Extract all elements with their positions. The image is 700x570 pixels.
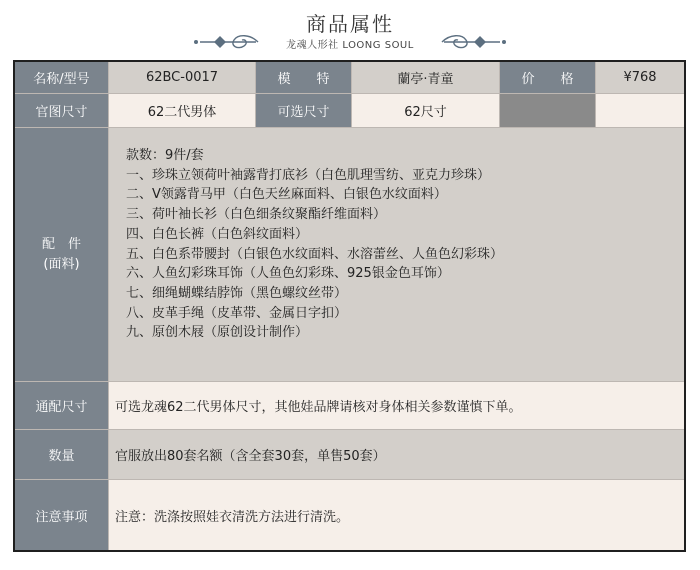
header (0, 0, 700, 58)
empty-cell (596, 94, 684, 127)
brand-subtitle: 龙魂人形社 LOONG SOUL (286, 40, 414, 51)
list-item: 四、白色长裤（白色斜纹面料） (126, 226, 309, 242)
list-item: 款数：9件/套 (126, 148, 204, 163)
list-item: 九、原创木屐（原创设计制作） (126, 325, 309, 341)
list-item: 二、V领露背马甲（白色天丝麻面料、白银色水纹面料） (126, 187, 447, 203)
table-row (15, 382, 684, 430)
list-item: 七、细绳蝴蝶结脖饰（黑色螺纹丝带） (126, 285, 348, 301)
parts-label (15, 128, 109, 381)
parts-content (109, 128, 684, 381)
list-item: 六、人鱼幻彩珠耳饰（人鱼色幻彩珠、925银金色耳饰） (126, 266, 450, 282)
model-value: 蘭亭·青童 (352, 62, 500, 93)
model-label: 模 特 (256, 62, 352, 93)
name-label: 名称/型号 (15, 62, 109, 93)
price-value: ¥768 (596, 62, 684, 93)
quantity-label: 数量 (15, 430, 109, 479)
product-attributes-table (13, 60, 686, 552)
table-row (15, 94, 684, 128)
parts-label-sub: (面料) (43, 256, 80, 272)
parts-label-main: 配 件 (41, 236, 81, 252)
table-row (15, 128, 684, 382)
optional-size-label: 可选尺寸 (256, 94, 352, 127)
table-row (15, 62, 684, 94)
table-row (15, 480, 684, 550)
notes-label: 注意事项 (15, 480, 109, 550)
fit-size-label: 通配尺寸 (15, 382, 109, 429)
list-item: 八、皮革手绳（皮革带、金属日字扣） (126, 305, 348, 321)
page-title: 商品属性 (306, 12, 394, 36)
price-label: 价 格 (500, 62, 596, 93)
list-item: 五、白色系带腰封（白银色水纹面料、水溶蕾丝、人鱼色幻彩珠） (126, 246, 504, 262)
list-item: 三、荷叶袖长衫（白色细条纹聚酯纤维面料） (126, 207, 387, 223)
table-row (15, 430, 684, 480)
name-value: 62BC-0017 (109, 62, 256, 93)
fit-size-value: 可选龙魂62二代男体尺寸，其他娃品牌请核对身体相关参数谨慎下单。 (109, 382, 684, 429)
official-size-label: 官图尺寸 (15, 94, 109, 127)
quantity-value: 官服放出80套名额（含全套30套，单售50套） (109, 430, 684, 479)
notes-value: 注意：洗涤按照娃衣清洗方法进行清洗。 (109, 480, 684, 550)
optional-size-value: 62尺寸 (352, 94, 500, 127)
list-item: 一、珍珠立领荷叶袖露背打底衫（白色肌理雪纺、亚克力珍珠） (126, 167, 491, 183)
official-size-value: 62二代男体 (109, 94, 256, 127)
parts-list (126, 146, 503, 343)
empty-cell (500, 94, 596, 127)
